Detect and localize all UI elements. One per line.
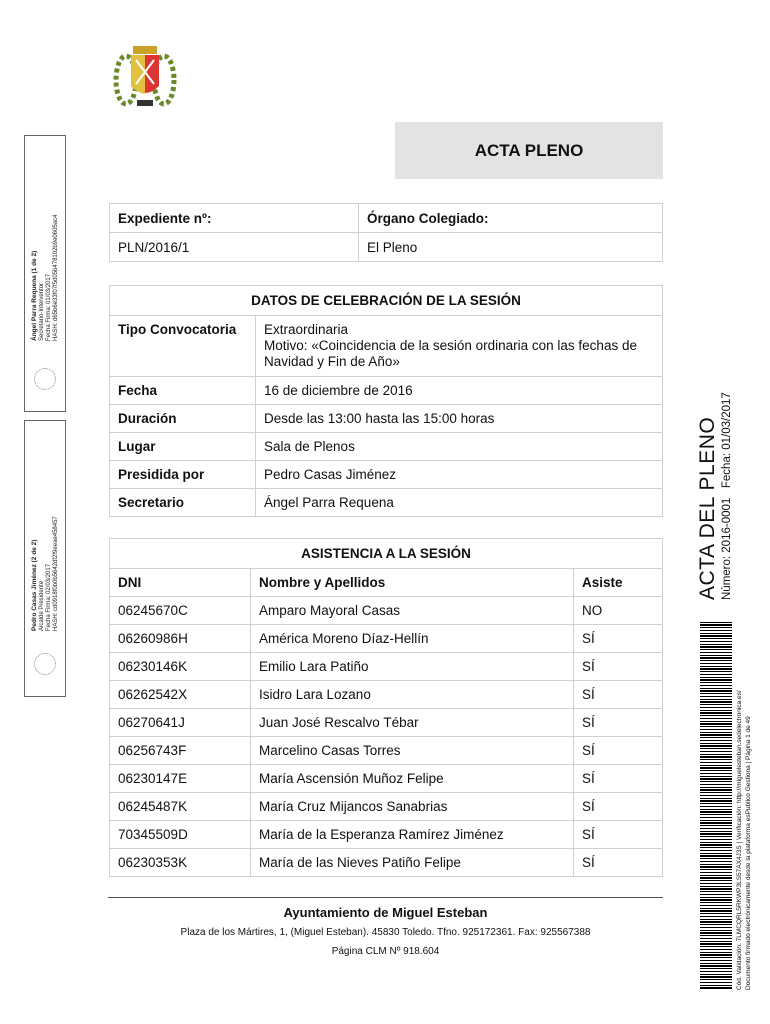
footer-page: Página CLM Nº 918.604: [331, 946, 440, 957]
nombre-cell: María de la Esperanza Ramírez Jiménez: [251, 821, 574, 849]
asiste-cell: SÍ: [574, 793, 663, 821]
side-signed-note: Documento firmado electrónicamente desde la plataforma esPublico Gestiona | Página 1 de 49: [745, 716, 752, 990]
signature-box-2: [24, 420, 66, 697]
asiste-cell: SÍ: [574, 681, 663, 709]
organo-value: El Pleno: [359, 233, 663, 262]
table-row: [110, 849, 663, 877]
signature-box-1: [24, 135, 66, 412]
secretario-value: Ángel Parra Requena: [256, 489, 663, 517]
nombre-cell: María de las Nieves Patiño Felipe: [251, 849, 574, 877]
side-meta: [721, 392, 733, 600]
dni-cell: 06260986H: [110, 625, 251, 653]
table-row: [110, 653, 663, 681]
nombre-cell: Juan José Rescalvo Tébar: [251, 709, 574, 737]
table-row: [110, 821, 663, 849]
asiste-cell: SÍ: [574, 849, 663, 877]
lugar-label: Lugar: [110, 433, 256, 461]
nombre-cell: América Moreno Díaz-Hellín: [251, 625, 574, 653]
footer-org: Ayuntamiento de Miguel Esteban: [283, 905, 488, 920]
signature-2-text: [31, 516, 60, 631]
signature-1-text: [31, 215, 60, 341]
barcode: [700, 622, 732, 990]
attendance-caption: ASISTENCIA A LA SESIÓN: [110, 539, 663, 569]
motivo-value: Motivo: «Coincidencia de la sesión ordinaria con las fechas de Navidad y Fin de Año»: [264, 338, 637, 369]
signature-2-name: Pedro Casas Jiménez (2 de 2): [31, 539, 38, 631]
header-asiste: Asiste: [574, 569, 663, 597]
duracion-label: Duración: [110, 405, 256, 433]
asiste-cell: SÍ: [574, 737, 663, 765]
dni-cell: 06256743F: [110, 737, 251, 765]
dni-cell: 06270641J: [110, 709, 251, 737]
nombre-cell: Isidro Lara Lozano: [251, 681, 574, 709]
signature-1-date: Fecha Firma: 01/03/2017: [46, 273, 52, 341]
attendance-table: [109, 538, 663, 877]
dni-cell: 06230147E: [110, 765, 251, 793]
organo-label: Órgano Colegiado:: [359, 204, 663, 233]
signature-seal-icon: [34, 368, 56, 390]
lugar-value: Sala de Plenos: [256, 433, 663, 461]
session-data-caption: DATOS DE CELEBRACIÓN DE LA SESIÓN: [110, 286, 663, 316]
signature-1-role: Secretario-Interventor: [39, 282, 45, 341]
signature-1-hash: HASH: d65b6e33f07f5d05b478102b9e0605ac4: [53, 214, 59, 341]
session-data-table: [109, 285, 663, 517]
dni-cell: 06245670C: [110, 597, 251, 625]
signature-2-hash: HASH: cd0918f0b0b5642df2f9eeae458457: [53, 516, 59, 631]
footer-address: Plaza de los Mártires, 1, (Miguel Esteban). 45830 Toledo. Tfno. 925172361. Fax: 925567388: [180, 927, 591, 938]
table-row: [110, 681, 663, 709]
dni-cell: 06230353K: [110, 849, 251, 877]
asiste-cell: SÍ: [574, 625, 663, 653]
table-row: [110, 597, 663, 625]
side-fecha: Fecha: 01/03/2017: [721, 392, 733, 489]
header-nombre: Nombre y Apellidos: [251, 569, 574, 597]
signature-2-role: Alcalde Presidente: [39, 580, 45, 631]
nombre-cell: María Ascensión Muñoz Felipe: [251, 765, 574, 793]
dni-cell: 06245487K: [110, 793, 251, 821]
nombre-cell: María Cruz Mijancos Sanabrias: [251, 793, 574, 821]
tipo-value: Extraordinaria: [264, 322, 349, 337]
asiste-cell: SÍ: [574, 709, 663, 737]
asiste-cell: SÍ: [574, 765, 663, 793]
expediente-table: [109, 203, 663, 262]
dni-cell: 70345509D: [110, 821, 251, 849]
nombre-cell: Emilio Lara Patiño: [251, 653, 574, 681]
expediente-label: Expediente nº:: [110, 204, 359, 233]
signature-2-date: Fecha Firma: 02/03/2017: [46, 563, 52, 631]
tipo-cell: [256, 316, 663, 377]
side-document-title: ACTA DEL PLENO: [696, 416, 719, 600]
secretario-label: Secretario: [110, 489, 256, 517]
signature-seal-icon: [34, 653, 56, 675]
nombre-cell: Marcelino Casas Torres: [251, 737, 574, 765]
table-row: [110, 709, 663, 737]
table-row: [110, 737, 663, 765]
footer-divider: [108, 897, 663, 898]
side-validation: Cód. Validación: 7LMCQRL5RKWP3LS57AX4J3S | Verificación: http://miguelesteban.sedelectronica.es/: [736, 690, 743, 990]
side-numero: Número: 2016-0001: [721, 497, 733, 600]
table-row: [110, 765, 663, 793]
municipal-crest-logo: [106, 42, 184, 110]
fecha-value: 16 de diciembre de 2016: [256, 377, 663, 405]
table-row: [110, 793, 663, 821]
presidida-value: Pedro Casas Jiménez: [256, 461, 663, 489]
fecha-label: Fecha: [110, 377, 256, 405]
table-row: [110, 625, 663, 653]
tipo-label: Tipo Convocatoria: [110, 316, 256, 377]
signature-1-name: Ángel Parra Requena (1 de 2): [31, 250, 38, 341]
document-title: ACTA PLENO: [395, 122, 663, 179]
presidida-label: Presidida por: [110, 461, 256, 489]
duracion-value: Desde las 13:00 hasta las 15:00 horas: [256, 405, 663, 433]
dni-cell: 06230146K: [110, 653, 251, 681]
asiste-cell: SÍ: [574, 653, 663, 681]
asiste-cell: SÍ: [574, 821, 663, 849]
asiste-cell: NO: [574, 597, 663, 625]
nombre-cell: Amparo Mayoral Casas: [251, 597, 574, 625]
dni-cell: 06262542X: [110, 681, 251, 709]
expediente-value: PLN/2016/1: [110, 233, 359, 262]
header-dni: DNI: [110, 569, 251, 597]
